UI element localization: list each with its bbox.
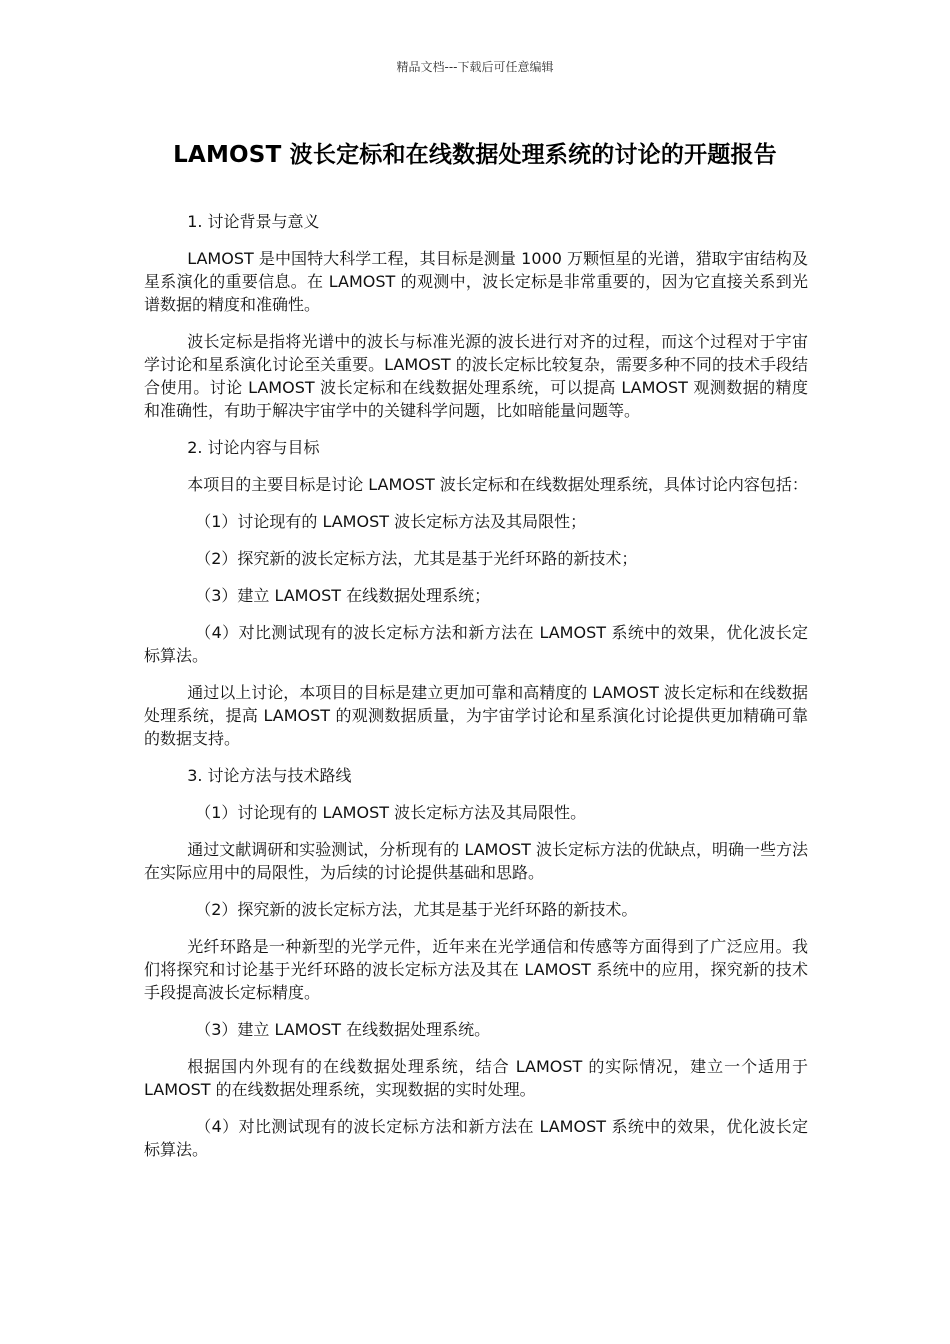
- paragraph-method-3: 根据国内外现有的在线数据处理系统，结合 LAMOST 的实际情况，建立一个适用于 LAMOST 的在线数据处理系统，实现数据的实时处理。: [144, 1057, 808, 1099]
- list-item-goal-1: （1）讨论现有的 LAMOST 波长定标方法及其局限性；: [195, 512, 587, 531]
- paragraph-main-goal: 本项目的主要目标是讨论 LAMOST 波长定标和在线数据处理系统，具体讨论内容包括：: [187, 475, 808, 494]
- section-heading-content-goals: 2. 讨论内容与目标: [187, 438, 320, 457]
- list-item-goal-2: （2）探究新的波长定标方法，尤其是基于光纤环路的新技术；: [195, 549, 638, 568]
- paragraph-wavelength-calibration: 波长定标是指将光谱中的波长与标准光源的波长进行对齐的过程，而这个过程对于宇宙学讨论和星系演化讨论至关重要。LAMOST 的波长定标比较复杂，需要多种不同的技术手段结合使用。讨论 LAMOST 波长定标和在线数据处理系统，可以提高 LAMOST 观测数据的精度和准确性，有助于解决宇宙学中的关键科学问题，比如暗能量问题等。: [144, 332, 808, 420]
- list-item-method-1: （1）讨论现有的 LAMOST 波长定标方法及其局限性。: [195, 803, 587, 822]
- list-item-goal-4: （4）对比测试现有的波长定标方法和新方法在 LAMOST 系统中的效果，优化波长定标算法。: [144, 623, 808, 665]
- paragraph-method-1: 通过文献调研和实验测试，分析现有的 LAMOST 波长定标方法的优缺点，明确一些方法在实际应用中的局限性，为后续的讨论提供基础和思路。: [144, 840, 808, 882]
- list-item-method-3: （3）建立 LAMOST 在线数据处理系统。: [195, 1020, 491, 1039]
- list-item-goal-3: （3）建立 LAMOST 在线数据处理系统；: [195, 586, 491, 605]
- paragraph-goal-summary: 通过以上讨论，本项目的目标是建立更加可靠和高精度的 LAMOST 波长定标和在线数据处理系统，提高 LAMOST 的观测数据质量，为宇宙学讨论和星系演化讨论提供更加精确可靠的数据支持。: [144, 683, 808, 748]
- list-item-method-4: （4）对比测试现有的波长定标方法和新方法在 LAMOST 系统中的效果，优化波长定标算法。: [144, 1117, 808, 1159]
- paragraph-method-2: 光纤环路是一种新型的光学元件，近年来在光学通信和传感等方面得到了广泛应用。我们将探究和讨论基于光纤环路的波长定标方法及其在 LAMOST 系统中的应用，探究新的技术手段提高波长定标精度。: [144, 937, 808, 1002]
- list-item-method-2: （2）探究新的波长定标方法，尤其是基于光纤环路的新技术。: [195, 900, 638, 919]
- document-body: [144, 210, 808, 1175]
- section-heading-methods: 3. 讨论方法与技术路线: [187, 766, 352, 785]
- section-heading-background: 1. 讨论背景与意义: [187, 212, 320, 231]
- page-header: 精品文档---下载后可任意编辑: [396, 60, 554, 74]
- document-title: LAMOST 波长定标和在线数据处理系统的讨论的开题报告: [173, 142, 777, 168]
- paragraph-lamost-intro: LAMOST 是中国特大科学工程，其目标是测量 1000 万颗恒星的光谱，猎取宇宙结构及星系演化的重要信息。在 LAMOST 的观测中，波长定标是非常重要的，因为它直接关系到光谱数据的精度和准确性。: [144, 249, 808, 314]
